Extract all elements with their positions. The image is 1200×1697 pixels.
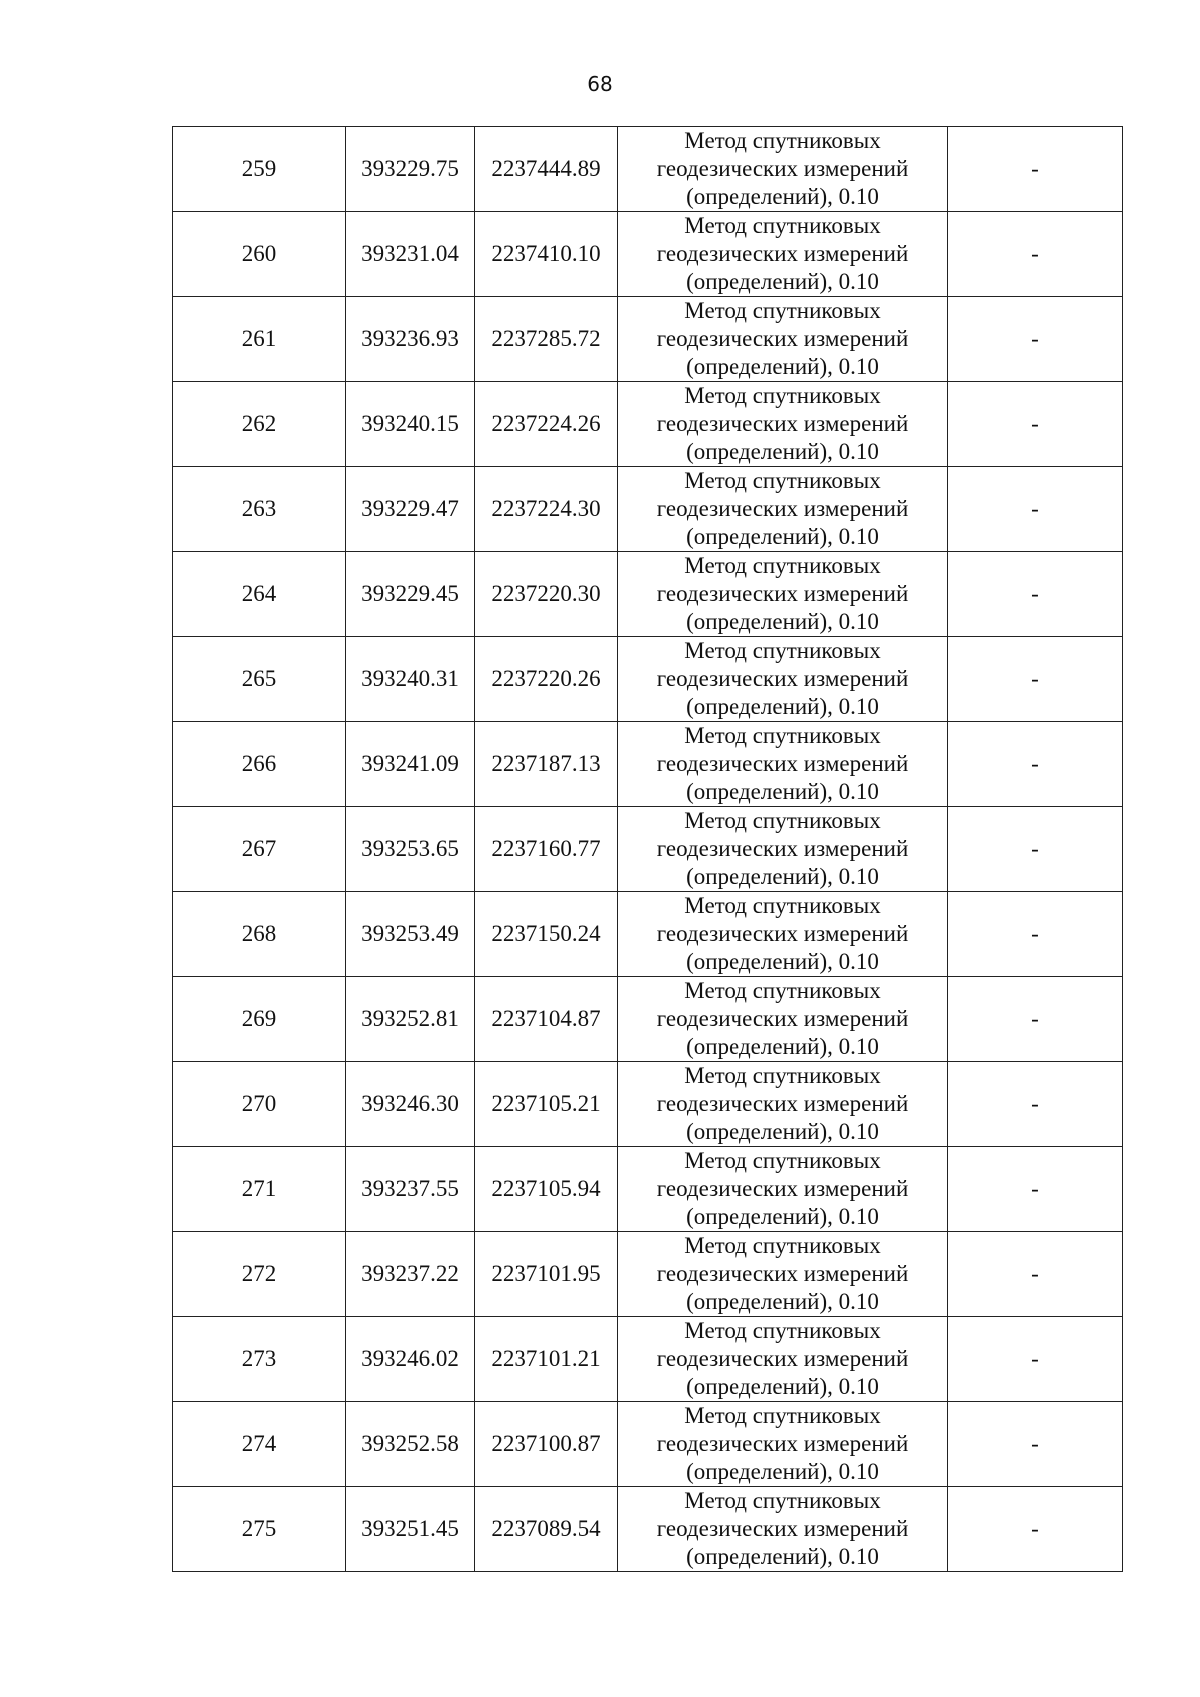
method-text-line: геодезических измерений [656,1176,909,1201]
method-text-line: Метод спутниковых [684,1318,881,1343]
table-row [173,1402,1123,1487]
table-row [173,467,1123,552]
method-text-line: Метод спутниковых [684,1403,881,1428]
method-text-line: Метод спутниковых [684,128,881,153]
y-coordinate-cell: 2237224.30 [475,467,618,552]
point-number-cell: 262 [173,382,346,467]
y-coordinate-cell: 2237105.94 [475,1147,618,1232]
y-coordinate-cell: 2237101.21 [475,1317,618,1402]
x-coordinate-cell: 393229.47 [346,467,475,552]
method-text-line: Метод спутниковых [684,978,881,1003]
method-text-line: (определений), 0.10 [686,609,879,634]
note-cell: - [948,637,1123,722]
method-text-line: (определений), 0.10 [686,184,879,209]
method-text-line: геодезических измерений [656,1431,909,1456]
table-row [173,637,1123,722]
method-cell [618,637,948,722]
table-row [173,297,1123,382]
point-number-cell: 273 [173,1317,346,1402]
table-row [173,127,1123,212]
note-cell: - [948,127,1123,212]
y-coordinate-cell: 2237187.13 [475,722,618,807]
point-number-cell: 266 [173,722,346,807]
note-cell: - [948,807,1123,892]
y-coordinate-cell: 2237150.24 [475,892,618,977]
coordinates-table [172,126,1123,1572]
method-text-line: Метод спутниковых [684,213,881,238]
method-text-line: геодезических измерений [656,1006,909,1031]
point-number-cell: 265 [173,637,346,722]
note-cell: - [948,1317,1123,1402]
method-text-line: (определений), 0.10 [686,779,879,804]
method-cell [618,212,948,297]
point-number-cell: 260 [173,212,346,297]
note-cell: - [948,1487,1123,1572]
note-cell: - [948,212,1123,297]
note-cell: - [948,552,1123,637]
table-row [173,807,1123,892]
point-number-cell: 263 [173,467,346,552]
table-row [173,1062,1123,1147]
method-cell [618,1147,948,1232]
method-text-line: (определений), 0.10 [686,694,879,719]
point-number-cell: 270 [173,1062,346,1147]
note-cell: - [948,1232,1123,1317]
method-text-line: Метод спутниковых [684,893,881,918]
method-cell [618,892,948,977]
x-coordinate-cell: 393236.93 [346,297,475,382]
method-text-line: геодезических измерений [656,666,909,691]
method-text-line: геодезических измерений [656,326,909,351]
point-number-cell: 271 [173,1147,346,1232]
x-coordinate-cell: 393237.55 [346,1147,475,1232]
note-cell: - [948,722,1123,807]
table-row [173,1232,1123,1317]
method-text-line: Метод спутниковых [684,383,881,408]
method-cell [618,1487,948,1572]
note-cell: - [948,1062,1123,1147]
y-coordinate-cell: 2237104.87 [475,977,618,1062]
method-cell [618,297,948,382]
x-coordinate-cell: 393237.22 [346,1232,475,1317]
point-number-cell: 259 [173,127,346,212]
point-number-cell: 274 [173,1402,346,1487]
x-coordinate-cell: 393246.02 [346,1317,475,1402]
method-text-line: Метод спутниковых [684,1488,881,1513]
method-cell [618,1062,948,1147]
point-number-cell: 267 [173,807,346,892]
method-text-line: (определений), 0.10 [686,1119,879,1144]
note-cell: - [948,467,1123,552]
note-cell: - [948,977,1123,1062]
method-cell [618,1402,948,1487]
table-row [173,552,1123,637]
method-cell [618,722,948,807]
method-text-line: геодезических измерений [656,1091,909,1116]
method-text-line: (определений), 0.10 [686,269,879,294]
method-text-line: (определений), 0.10 [686,1544,879,1569]
method-text-line: Метод спутниковых [684,1233,881,1258]
point-number-cell: 272 [173,1232,346,1317]
note-cell: - [948,382,1123,467]
y-coordinate-cell: 2237220.26 [475,637,618,722]
method-text-line: геодезических измерений [656,1261,909,1286]
point-number-cell: 261 [173,297,346,382]
method-cell [618,127,948,212]
method-text-line: Метод спутниковых [684,638,881,663]
method-text-line: (определений), 0.10 [686,864,879,889]
method-text-line: (определений), 0.10 [686,524,879,549]
method-text-line: (определений), 0.10 [686,1204,879,1229]
y-coordinate-cell: 2237089.54 [475,1487,618,1572]
method-text-line: геодезических измерений [656,156,909,181]
method-text-line: (определений), 0.10 [686,1459,879,1484]
table-row [173,892,1123,977]
x-coordinate-cell: 393241.09 [346,722,475,807]
coordinates-table-body [173,127,1123,1572]
x-coordinate-cell: 393253.65 [346,807,475,892]
method-text-line: (определений), 0.10 [686,949,879,974]
method-text-line: геодезических измерений [656,241,909,266]
method-text-line: (определений), 0.10 [686,1034,879,1059]
x-coordinate-cell: 393246.30 [346,1062,475,1147]
method-text-line: геодезических измерений [656,921,909,946]
x-coordinate-cell: 393229.45 [346,552,475,637]
page-number: 68 [587,72,613,96]
method-text-line: геодезических измерений [656,1516,909,1541]
method-text-line: Метод спутниковых [684,1063,881,1088]
method-cell [618,807,948,892]
method-text-line: геодезических измерений [656,411,909,436]
x-coordinate-cell: 393229.75 [346,127,475,212]
note-cell: - [948,297,1123,382]
y-coordinate-cell: 2237160.77 [475,807,618,892]
table-row [173,722,1123,807]
table-row [173,1487,1123,1572]
table-row [173,212,1123,297]
point-number-cell: 275 [173,1487,346,1572]
note-cell: - [948,1402,1123,1487]
method-text-line: (определений), 0.10 [686,1374,879,1399]
method-text-line: Метод спутниковых [684,808,881,833]
x-coordinate-cell: 393240.31 [346,637,475,722]
note-cell: - [948,1147,1123,1232]
y-coordinate-cell: 2237224.26 [475,382,618,467]
x-coordinate-cell: 393252.81 [346,977,475,1062]
method-text-line: геодезических измерений [656,581,909,606]
method-text-line: геодезических измерений [656,496,909,521]
method-text-line: Метод спутниковых [684,468,881,493]
point-number-cell: 264 [173,552,346,637]
x-coordinate-cell: 393251.45 [346,1487,475,1572]
y-coordinate-cell: 2237410.10 [475,212,618,297]
method-cell [618,552,948,637]
method-text-line: Метод спутниковых [684,723,881,748]
method-text-line: Метод спутниковых [684,1148,881,1173]
x-coordinate-cell: 393252.58 [346,1402,475,1487]
table-row [173,382,1123,467]
table-row [173,1317,1123,1402]
y-coordinate-cell: 2237100.87 [475,1402,618,1487]
x-coordinate-cell: 393253.49 [346,892,475,977]
method-cell [618,1232,948,1317]
y-coordinate-cell: 2237285.72 [475,297,618,382]
y-coordinate-cell: 2237101.95 [475,1232,618,1317]
method-text-line: Метод спутниковых [684,553,881,578]
method-text-line: (определений), 0.10 [686,354,879,379]
method-text-line: геодезических измерений [656,836,909,861]
table-row [173,1147,1123,1232]
y-coordinate-cell: 2237105.21 [475,1062,618,1147]
point-number-cell: 268 [173,892,346,977]
method-cell [618,1317,948,1402]
method-text-line: (определений), 0.10 [686,439,879,464]
y-coordinate-cell: 2237220.30 [475,552,618,637]
method-cell [618,382,948,467]
method-text-line: (определений), 0.10 [686,1289,879,1314]
method-text-line: геодезических измерений [656,751,909,776]
method-text-line: Метод спутниковых [684,298,881,323]
x-coordinate-cell: 393231.04 [346,212,475,297]
point-number-cell: 269 [173,977,346,1062]
method-cell [618,467,948,552]
method-cell [618,977,948,1062]
note-cell: - [948,892,1123,977]
x-coordinate-cell: 393240.15 [346,382,475,467]
table-row [173,977,1123,1062]
y-coordinate-cell: 2237444.89 [475,127,618,212]
method-text-line: геодезических измерений [656,1346,909,1371]
